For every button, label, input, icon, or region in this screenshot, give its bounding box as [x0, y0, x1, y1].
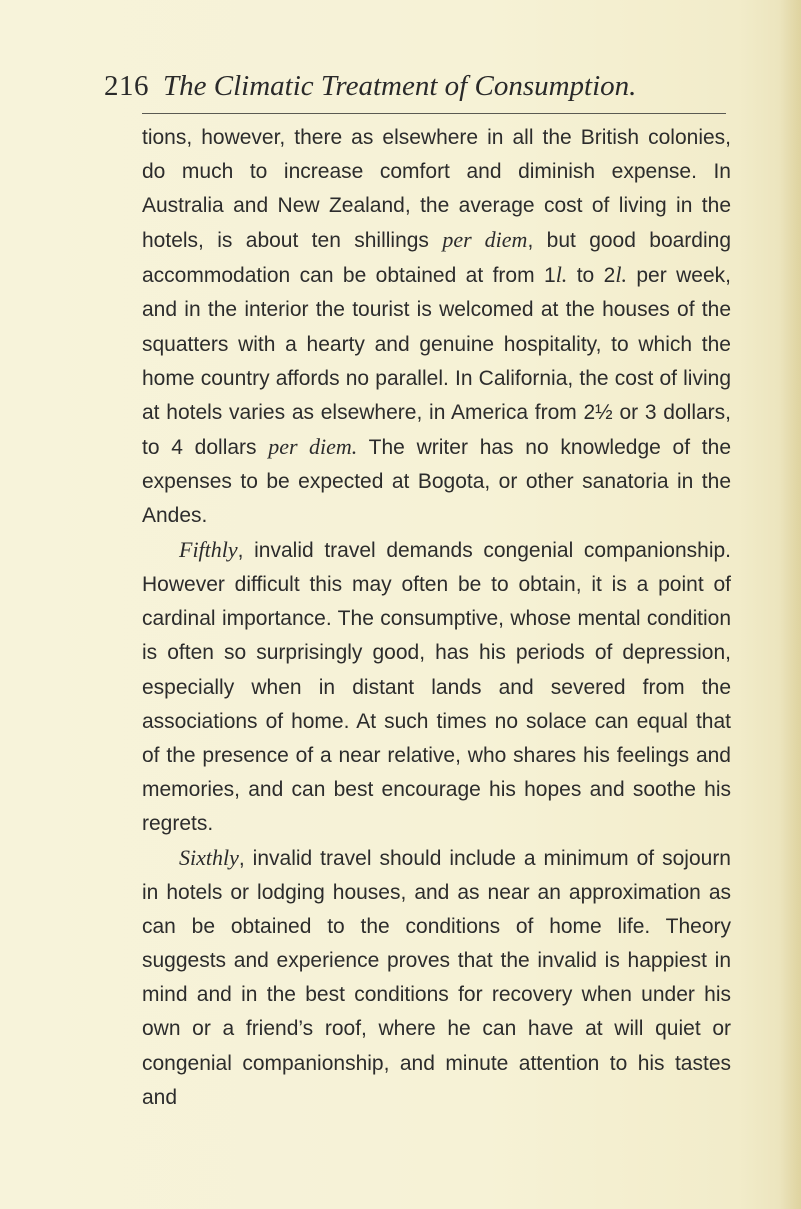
page-edge-shadow: [779, 0, 801, 1209]
text-segment: , invalid travel should include a minimum of sojourn in hotels or lodging houses, and as near an approximation as can be obtained to the conditions of home life. Theory suggests and experience proves that the invalid is happiest in mind and in the best conditions for recovery when under his own or a friend’s roof, where he can have at will quiet or congenial companionship, and minute attention to his tastes and: [142, 846, 731, 1109]
italic-segment: l.: [615, 262, 627, 288]
paragraph-3: [142, 841, 731, 1115]
paragraph-1: [142, 121, 731, 533]
page-number: 216: [104, 70, 149, 102]
text-segment: , but good boarding accommodation can be obtained at from 1: [142, 229, 732, 288]
italic-segment: Sixthly: [179, 844, 239, 870]
italic-segment: per diem.: [268, 433, 358, 459]
italic-segment: per diem: [442, 227, 528, 253]
italic-segment: l.: [555, 262, 568, 288]
text-segment: per week, and in the interior the tourist is welcomed at the houses of the squatters with a hearty and genuine hospitality, to which the home country affords no parallel. In California, the cost of living at hotels varies as elsewhere, in America from 2½ or 3 dollars, to 4 dollars: [142, 264, 731, 459]
text-segment: The writer has no knowledge of the expenses to be expected at Bogota, or other sanatoria in the Andes.: [142, 435, 732, 528]
text-segment: to 2: [567, 264, 616, 288]
running-title: The Climatic Treatment of Consumption.: [163, 70, 637, 102]
text-segment: tions, however, there as elsewhere in all the British colonies, do much to increase comfort and diminish expense. In Australia and New Zealand, the average cost of living in the hotels, is about ten shillings: [142, 126, 731, 253]
header-rule: [142, 113, 726, 114]
italic-segment: Fifthly: [179, 537, 238, 563]
running-head: [104, 66, 724, 106]
body-text: [142, 121, 731, 1115]
text-segment: , invalid travel demands congenial companionship. However difficult this may often be to obtain, it is a point of cardinal importance. The consumptive, whose mental condition is often so surprisingly good, has his periods of depression, especially when in distant lands and severed from the associations of home. At such times no solace can equal that of the presence of a near relative, who shares his feelings and memories, and can best encourage his hopes and soothe his regrets.: [142, 539, 731, 835]
paragraph-2: [142, 533, 731, 841]
